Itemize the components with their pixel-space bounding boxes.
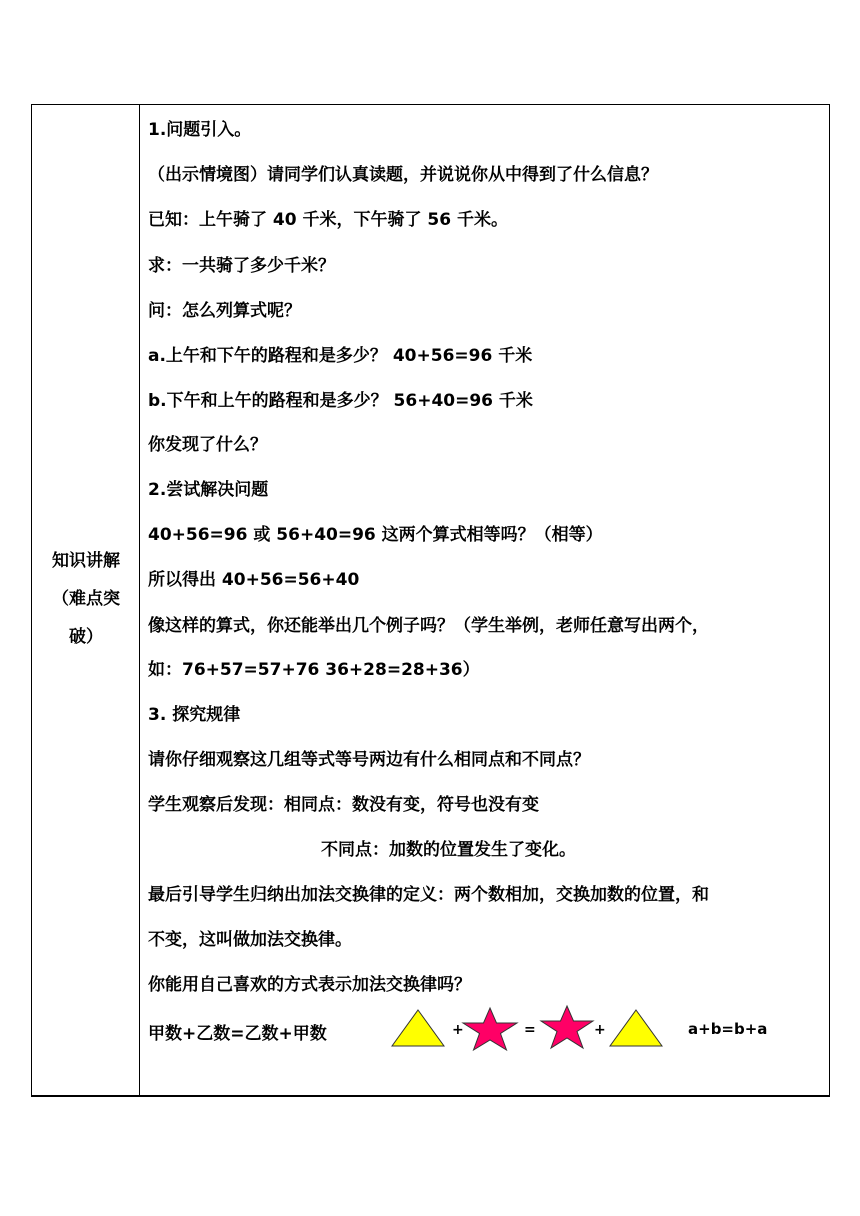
step-3-heading: 3. 探究规律	[148, 705, 241, 725]
section-label-line-3: 破）	[69, 627, 103, 647]
examples-list: 如：76+57=57+76 36+28=28+36）	[148, 660, 480, 680]
situation-prompt: （出示情境图）请同学们认真读题，并说说你从中得到了什么信息？	[148, 165, 658, 185]
equals-sign: =	[524, 1022, 536, 1038]
formula-words: 甲数+乙数=乙数+甲数	[148, 1024, 327, 1044]
discovery-question: 你发现了什么？	[148, 435, 267, 455]
similarity-finding: 学生观察后发现：相同点：数没有变，符号也没有变	[148, 795, 539, 815]
known-info: 已知：上午骑了 40 千米，下午骑了 56 千米。	[148, 210, 508, 230]
plus-sign-1: +	[452, 1022, 464, 1038]
magenta-star-icon	[539, 1004, 595, 1050]
step-1-heading: 1.问题引入。	[148, 120, 252, 140]
definition-line-2: 不变，这叫做加法交换律。	[148, 930, 352, 950]
section-label-cell	[32, 105, 140, 1096]
observe-prompt: 请你仔细观察这几组等式等号两边有什么相同点和不同点？	[148, 750, 590, 770]
examples-prompt: 像这样的算式，你还能举出几个例子吗？（学生举例，老师任意写出两个，	[148, 616, 709, 636]
magenta-star-icon	[461, 1006, 519, 1052]
plus-sign-2: +	[594, 1022, 606, 1038]
conclusion: 所以得出 40+56=56+40	[148, 570, 360, 590]
definition-line-1: 最后引导学生归纳出加法交换律的定义：两个数相加，交换加数的位置，和	[148, 885, 709, 905]
method-b: b.下午和上午的路程和是多少？ 56+40=96 千米	[148, 391, 533, 411]
step-2-heading: 2.尝试解决问题	[148, 480, 269, 500]
difference-finding: 不同点：加数的位置发生了变化。	[321, 840, 576, 860]
section-label-line-1: 知识讲解	[52, 551, 120, 571]
representation-prompt: 你能用自己喜欢的方式表示加法交换律吗？	[148, 975, 471, 995]
method-a: a.上午和下午的路程和是多少？ 40+56=96 千米	[148, 346, 533, 366]
section-label-line-2: （难点突	[52, 589, 120, 609]
yellow-triangle-icon	[608, 1008, 664, 1048]
letter-formula: a+b=b+a	[688, 1020, 768, 1038]
equality-question: 40+56=96 或 56+40=96 这两个算式相等吗？（相等）	[148, 525, 603, 545]
section-label	[32, 542, 140, 656]
question-ask: 求：一共骑了多少千米？	[148, 256, 335, 276]
yellow-triangle-icon	[390, 1008, 446, 1048]
formula-row	[148, 1008, 828, 1053]
lesson-table	[31, 104, 830, 1097]
equation-question: 问：怎么列算式呢？	[148, 301, 301, 321]
